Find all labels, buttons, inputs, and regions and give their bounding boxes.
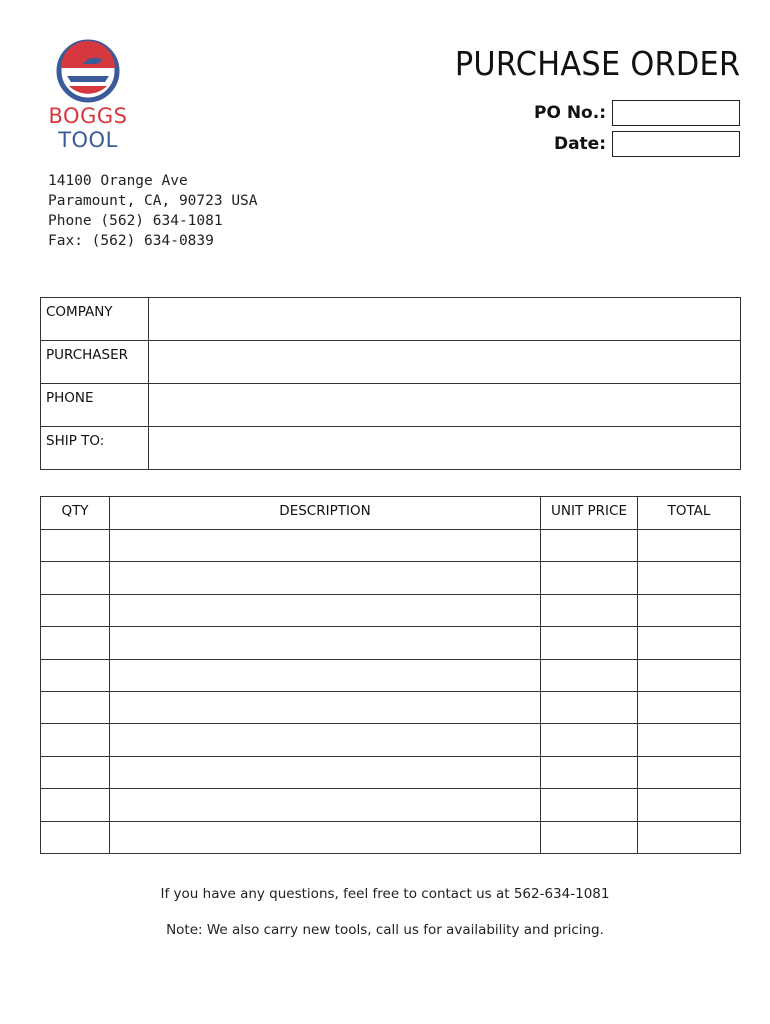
items-header-row bbox=[41, 497, 741, 530]
description-cell[interactable] bbox=[110, 530, 541, 562]
description-cell[interactable] bbox=[110, 627, 541, 659]
info-row-ship-to bbox=[41, 427, 741, 470]
unit-price-cell[interactable] bbox=[541, 724, 638, 756]
ship-to-field[interactable] bbox=[149, 427, 741, 470]
phone-field[interactable] bbox=[149, 384, 741, 427]
table-row bbox=[41, 789, 741, 821]
total-cell[interactable] bbox=[638, 530, 741, 562]
phone-label: PHONE bbox=[41, 384, 149, 427]
table-row bbox=[41, 562, 741, 594]
table-row bbox=[41, 594, 741, 626]
address-fax: Fax: (562) 634-0839 bbox=[48, 233, 214, 249]
address-phone: Phone (562) 634-1081 bbox=[48, 213, 223, 229]
description-cell[interactable] bbox=[110, 724, 541, 756]
qty-cell[interactable] bbox=[41, 530, 110, 562]
line-items-table bbox=[40, 496, 741, 854]
boggs-tool-emblem-icon bbox=[53, 38, 123, 104]
po-number-field[interactable] bbox=[612, 100, 740, 126]
description-cell[interactable] bbox=[110, 594, 541, 626]
new-tools-note: Note: We also carry new tools, call us for availability and pricing. bbox=[166, 922, 604, 938]
unit-price-cell[interactable] bbox=[541, 562, 638, 594]
table-row bbox=[41, 627, 741, 659]
table-row bbox=[41, 691, 741, 723]
address-street: 14100 Orange Ave bbox=[48, 173, 188, 189]
total-cell[interactable] bbox=[638, 594, 741, 626]
description-cell[interactable] bbox=[110, 562, 541, 594]
po-number-label: PO No.: bbox=[534, 103, 606, 123]
info-row-phone bbox=[41, 384, 741, 427]
description-cell[interactable] bbox=[110, 756, 541, 788]
unit-price-cell[interactable] bbox=[541, 691, 638, 723]
info-row-purchaser bbox=[41, 341, 741, 384]
unit-price-cell[interactable] bbox=[541, 821, 638, 853]
customer-info-table bbox=[40, 297, 741, 470]
contact-note: If you have any questions, feel free to contact us at 562-634-1081 bbox=[160, 886, 610, 902]
company-label: COMPANY bbox=[41, 298, 149, 341]
purchaser-field[interactable] bbox=[149, 341, 741, 384]
total-cell[interactable] bbox=[638, 789, 741, 821]
total-cell[interactable] bbox=[638, 691, 741, 723]
date-label: Date: bbox=[553, 134, 606, 154]
description-cell[interactable] bbox=[110, 691, 541, 723]
unit-price-cell[interactable] bbox=[541, 530, 638, 562]
document-title: PURCHASE ORDER bbox=[454, 44, 740, 83]
info-row-company bbox=[41, 298, 741, 341]
date-field[interactable] bbox=[612, 131, 740, 157]
table-row bbox=[41, 756, 741, 788]
total-cell[interactable] bbox=[638, 627, 741, 659]
company-field[interactable] bbox=[149, 298, 741, 341]
qty-cell[interactable] bbox=[41, 789, 110, 821]
total-cell[interactable] bbox=[638, 659, 741, 691]
ship-to-label: SHIP TO: bbox=[41, 427, 149, 470]
unit-price-cell[interactable] bbox=[541, 627, 638, 659]
description-cell[interactable] bbox=[110, 821, 541, 853]
qty-cell[interactable] bbox=[41, 821, 110, 853]
description-cell[interactable] bbox=[110, 789, 541, 821]
qty-cell[interactable] bbox=[41, 627, 110, 659]
address-city: Paramount, CA, 90723 USA bbox=[48, 193, 258, 209]
total-cell[interactable] bbox=[638, 756, 741, 788]
description-column-header: DESCRIPTION bbox=[110, 497, 541, 530]
total-cell[interactable] bbox=[638, 724, 741, 756]
unit-price-cell[interactable] bbox=[541, 659, 638, 691]
table-row bbox=[41, 724, 741, 756]
unit-price-cell[interactable] bbox=[541, 756, 638, 788]
total-cell[interactable] bbox=[638, 562, 741, 594]
unit-price-column-header: UNIT PRICE bbox=[541, 497, 638, 530]
description-cell[interactable] bbox=[110, 659, 541, 691]
total-column-header: TOTAL bbox=[638, 497, 741, 530]
qty-column-header: QTY bbox=[41, 497, 110, 530]
qty-cell[interactable] bbox=[41, 659, 110, 691]
logo-text-tool: TOOL bbox=[58, 128, 118, 152]
qty-cell[interactable] bbox=[41, 691, 110, 723]
table-row bbox=[41, 821, 741, 853]
company-address bbox=[48, 171, 258, 251]
unit-price-cell[interactable] bbox=[541, 594, 638, 626]
unit-price-cell[interactable] bbox=[541, 789, 638, 821]
table-row bbox=[41, 530, 741, 562]
date-row bbox=[554, 131, 740, 157]
qty-cell[interactable] bbox=[41, 594, 110, 626]
qty-cell[interactable] bbox=[41, 756, 110, 788]
table-row bbox=[41, 659, 741, 691]
company-logo bbox=[40, 38, 136, 158]
purchaser-label: PURCHASER bbox=[41, 341, 149, 384]
qty-cell[interactable] bbox=[41, 724, 110, 756]
total-cell[interactable] bbox=[638, 821, 741, 853]
po-number-row bbox=[534, 100, 740, 126]
qty-cell[interactable] bbox=[41, 562, 110, 594]
logo-text-boggs: BOGGS bbox=[48, 104, 128, 128]
